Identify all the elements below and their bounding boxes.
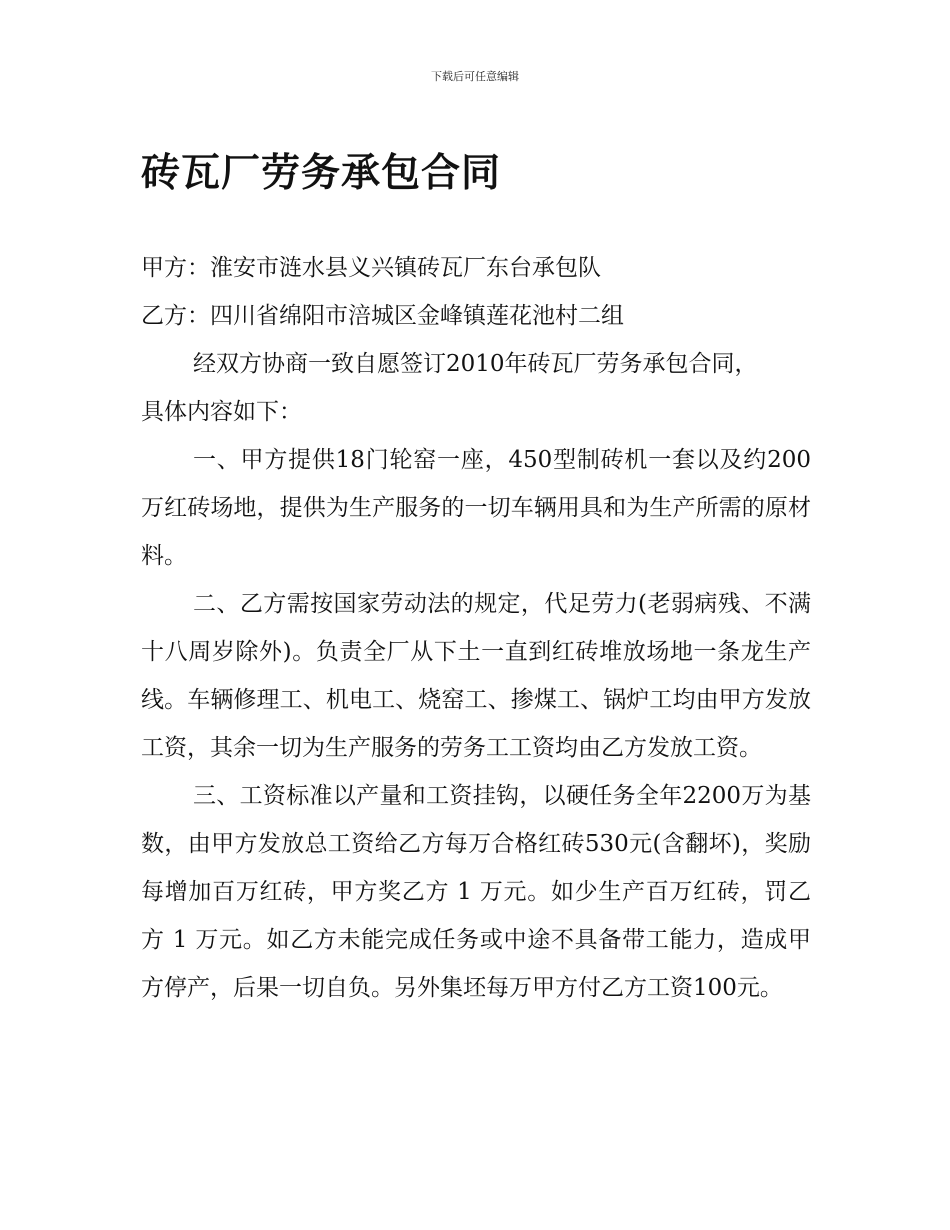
contract-body <box>141 244 811 1012</box>
clause-3: 三、工资标准以产量和工资挂钩，以硬任务全年2200万为基数，由甲方发放总工资给乙方每万合格红砖530元(含翻坏)，奖励每增加百万红砖，甲方奖乙方 1 万元。如少生产百万红砖，罚乙方 1 万元。如乙方未能完成任务或中途不具备带工能力，造成甲方停产，后果一切自负。另外集坯每万甲方付乙方工资100元。 <box>141 783 811 1001</box>
intro-line-2: 具体内容如下： <box>141 399 302 425</box>
party-b-line: 乙方：四川省绵阳市涪城区金峰镇莲花池村二组 <box>141 303 624 329</box>
clause-2: 二、乙方需按国家劳动法的规定，代足劳力(老弱病残、不满十八周岁除外)。负责全厂从下土一直到红砖堆放场地一条龙生产线。车辆修理工、机电工、烧窑工、掺煤工、锅炉工均由甲方发放工资，其余一切为生产服务的劳务工工资均由乙方发放工资。 <box>141 591 811 761</box>
clause-1: 一、甲方提供18门轮窑一座，450型制砖机一套以及约200万红砖场地，提供为生产服务的一切车辆用具和为生产所需的原材料。 <box>141 447 811 569</box>
party-a-line: 甲方：淮安市涟水县义兴镇砖瓦厂东台承包队 <box>141 255 601 281</box>
page-header-note: 下载后可任意编辑 <box>431 70 519 83</box>
contract-title: 砖瓦厂劳务承包合同 <box>141 151 502 196</box>
intro-line-1: 经双方协商一致自愿签订2010年砖瓦厂劳务承包合同， <box>193 351 758 377</box>
